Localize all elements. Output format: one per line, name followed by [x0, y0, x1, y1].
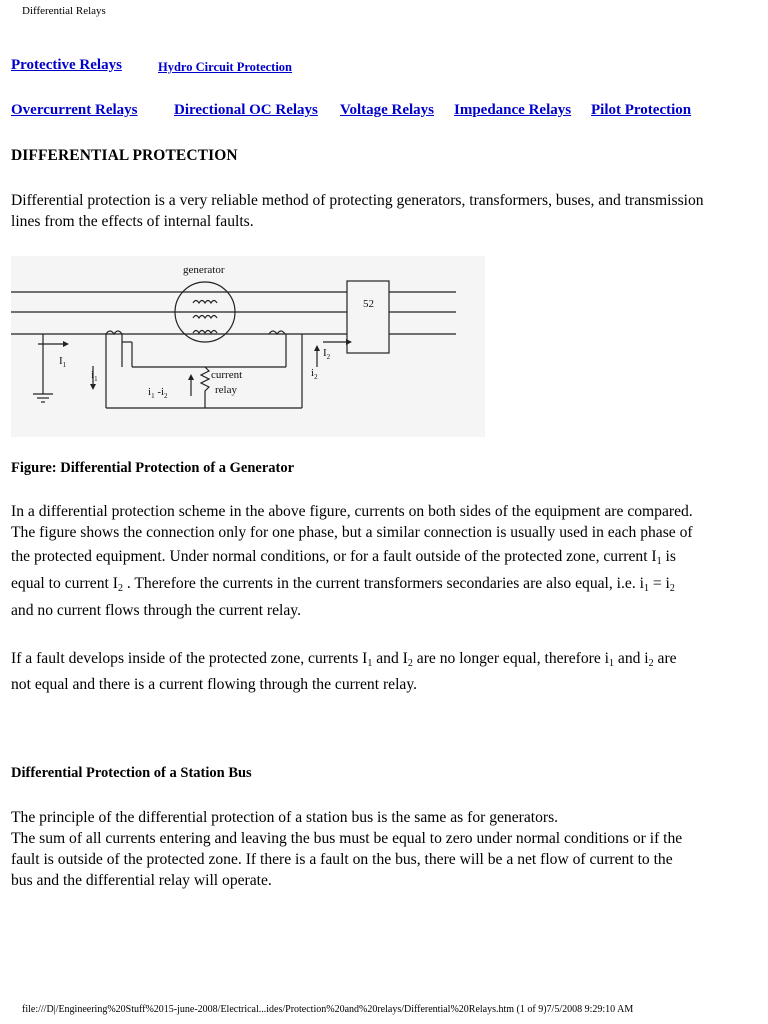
explanation-paragraph-1 — [11, 501, 761, 625]
nav-link-protective-relays[interactable]: Protective Relays — [11, 57, 122, 73]
nav-link-voltage-relays[interactable]: Voltage Relays — [340, 102, 435, 118]
nav-link-overcurrent-relays[interactable]: Overcurrent Relays — [11, 102, 138, 118]
nav-link-hydro-circuit-protection[interactable]: Hydro Circuit Protection — [158, 60, 293, 74]
p3-line2: The sum of all currents entering and leaving the bus must be equal to zero under normal conditions or if the — [11, 830, 683, 847]
secondary-nav-item — [591, 101, 691, 119]
primary-nav — [11, 56, 122, 74]
page-heading: DIFFERENTIAL PROTECTION — [11, 147, 238, 164]
primary-nav-2 — [158, 58, 292, 76]
figure-label-i1: $i_1$ — [91, 369, 98, 383]
p1-line1: In a differential protection scheme in the above figure, currents on both sides of the equipment are compared. — [11, 503, 693, 520]
figure-label-i1-minus-i2: $i_1$ $-i_2$ — [148, 386, 168, 400]
subheading-station-bus: Differential Protection of a Station Bus — [11, 765, 252, 781]
page-header-title: Differential Relays — [22, 5, 106, 17]
p3-line1: The principle of the differential protection of a station bus is the same as for generators. — [11, 809, 559, 826]
figure-label-i2: $i_2$ — [311, 367, 318, 381]
secondary-nav — [11, 101, 138, 119]
p1-line4: equal to current $I_2$ . Therefore the currents in the current transformers secondaries are also equal, i.e. $i_1 = i_2$ — [11, 575, 675, 594]
generator-diagram — [11, 256, 485, 437]
p3-line4: bus and the differential relay will operate. — [11, 872, 272, 889]
nav-link-directional-oc-relays[interactable]: Directional OC Relays — [174, 102, 318, 118]
intro-paragraph: Differential protection is a very reliable method of protecting generators, transformers, buses, and transmission lines from the effects of internal faults. — [11, 192, 704, 230]
p2-line2: not equal and there is a current flowing through the current relay. — [11, 676, 418, 693]
p3-line3: fault is outside of the protected zone. If there is a fault on the bus, there will be a net flow of current to the — [11, 851, 673, 868]
figure-caption: Figure: Differential Protection of a Generator — [11, 460, 295, 476]
explanation-paragraph-2 — [11, 646, 761, 699]
figure-label-I1: $I_1$ — [59, 355, 67, 369]
figure-label-breaker-52: 52 — [363, 298, 374, 310]
p1-line2: The figure shows the connection only for one phase, but a similar connection is usually used in each phase of — [11, 524, 693, 541]
figure-label-current: current — [211, 369, 243, 381]
nav-link-pilot-protection[interactable]: Pilot Protection — [591, 102, 692, 118]
nav-link-impedance-relays[interactable]: Impedance Relays — [454, 102, 572, 118]
p2-line1: If a fault develops inside of the protected zone, currents $I_1$ and $I_2$ are no longer equal, therefore $i_1$ and $i_2$ are — [11, 650, 677, 669]
figure-label-relay: relay — [215, 384, 237, 396]
page-footer-path: file:///D|/Engineering%20Stuff%2015-june-2008/Electrical...ides/Protection%20and%20relays/Differential%20Relays.htm (1 of 9)7/5/2008 9:29:10 AM — [22, 1004, 634, 1015]
station-bus-paragraph — [11, 807, 761, 891]
secondary-nav-item — [340, 101, 434, 119]
p1-line5: and no current flows through the current relay. — [11, 602, 301, 619]
figure-label-generator: generator — [183, 264, 225, 276]
secondary-nav-item — [174, 101, 318, 119]
differential-protection-figure — [11, 256, 485, 437]
p1-line3: the protected equipment. Under normal conditions, or for a fault outside of the protected zone, current $I_1$ is — [11, 548, 676, 567]
figure-label-I2: $I_2$ — [323, 347, 331, 361]
secondary-nav-item — [454, 101, 571, 119]
